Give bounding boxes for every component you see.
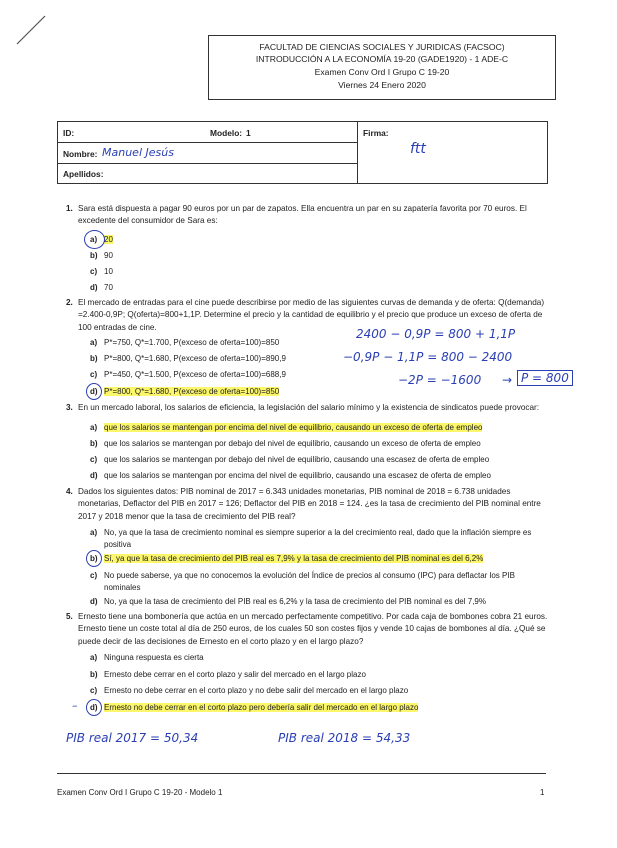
q5-option-d xyxy=(90,702,418,713)
option-text: No, ya que la tasa de crecimiento nominal es siempre superior a la del crecimiento real, dado que la inflación siempre es positiva xyxy=(104,528,532,549)
option-letter: b) xyxy=(90,439,98,448)
nombre-label: Nombre: xyxy=(63,149,98,159)
option-letter: b) xyxy=(90,554,98,563)
pen-slash-mark xyxy=(15,14,47,46)
option-letter: a) xyxy=(90,423,98,432)
option-letter: a) xyxy=(90,338,98,347)
option-letter: c) xyxy=(90,686,98,695)
option-letter: a) xyxy=(90,653,98,662)
option-letter: b) xyxy=(90,251,98,260)
option-text: P*=800, Q*=1.680, P(exceso de oferta=100)=850 xyxy=(104,387,280,396)
option-letter: a) xyxy=(90,235,98,244)
option-letter: c) xyxy=(90,370,98,379)
question-5 xyxy=(66,611,548,648)
answer-circle xyxy=(86,699,102,716)
footer-text: Examen Conv Ord I Grupo C 19-20 - Modelo 1 xyxy=(57,788,223,797)
option-text: P*=800, Q*=1.680, P(exceso de oferta=100)=890,9 xyxy=(104,354,286,363)
footer-divider xyxy=(57,773,546,774)
q1-option-b xyxy=(90,250,113,261)
apellidos-label: Apellidos: xyxy=(63,169,104,179)
q2-option-a xyxy=(90,337,279,348)
q1-option-d xyxy=(90,282,113,293)
nombre-handwritten: Manuel Jesús xyxy=(102,146,174,159)
option-text: 10 xyxy=(104,267,113,276)
question-3 xyxy=(66,402,548,414)
option-letter: d) xyxy=(90,387,98,396)
exam-header xyxy=(208,35,556,100)
divider xyxy=(58,163,357,164)
option-letter: c) xyxy=(90,455,98,464)
handwritten-work-line-1: 2400 − 0,9P = 800 + 1,1P xyxy=(356,327,516,341)
option-letter: c) xyxy=(90,267,98,276)
student-info-box xyxy=(57,121,548,184)
divider xyxy=(58,142,357,143)
option-letter: d) xyxy=(90,283,98,292)
question-number: 4. xyxy=(66,487,73,496)
answer-circle xyxy=(86,383,102,400)
option-letter: d) xyxy=(90,703,98,712)
q3-option-b xyxy=(90,438,481,449)
id-label: ID: xyxy=(63,128,75,138)
page-number: 1 xyxy=(540,788,545,797)
modelo-label: Modelo: xyxy=(210,128,243,138)
q4-option-d xyxy=(90,596,486,607)
option-letter: b) xyxy=(90,354,98,363)
modelo-value: 1 xyxy=(246,128,251,138)
option-text: P*=450, Q*=1.500, P(exceso de oferta=100)=688,9 xyxy=(104,370,286,379)
question-stem: En un mercado laboral, los salarios de eficiencia, la legislación del salario mínimo y la existencia de sindicatos puede provocar: xyxy=(78,403,540,412)
q2-option-d xyxy=(90,386,279,397)
option-letter: d) xyxy=(90,597,98,606)
question-stem: El mercado de entradas para el cine puede describirse por medio de las siguientes curvas de demanda y de oferta: Q(demanda) =2.400-0,9P; Q(oferta)=800+1,1P. Determine el precio y la cantidad de equilibrio y el precio que produce un exceso de oferta de 100 entradas de cine. xyxy=(78,298,545,332)
exam-date: Viernes 24 Enero 2020 xyxy=(338,80,426,90)
handwritten-pib-2017: PIB real 2017 = 50,34 xyxy=(66,731,199,745)
q5-option-c xyxy=(90,685,408,696)
question-1 xyxy=(66,203,548,228)
option-text: que los salarios se mantengan por debajo del nivel de equilibrio, causando una escasez de oferta de empleo xyxy=(104,455,490,464)
option-text: P*=750, Q*=1.700, P(exceso de oferta=100)=850 xyxy=(104,338,280,347)
option-text: Sí, ya que la tasa de crecimiento del PIB real es 7,9% y la tasa de crecimiento del PIB nominal es del 6,2% xyxy=(104,554,484,563)
question-stem: Ernesto tiene una bombonería que actúa en un mercado perfectamente competitivo. Por cada caja de bombones cobra 21 euros. Ernesto tiene un coste total al día de 250 euros, de los cuales 50 son costes fijos y vende 10 cajas de bombones al día. ¿Qué se puede decir de las decisiones de Ernesto en el corto plazo y en el largo plazo? xyxy=(78,612,548,646)
question-number: 3. xyxy=(66,403,73,412)
option-text: Ernesto debe cerrar en el corto plazo y salir del mercado en el largo plazo xyxy=(104,670,366,679)
option-text: 90 xyxy=(104,251,113,260)
q5-option-b xyxy=(90,669,366,680)
q2-option-b xyxy=(90,353,286,364)
exam-title: Examen Conv Ord I Grupo C 19-20 xyxy=(314,67,450,77)
option-text: 20 xyxy=(104,235,113,244)
q3-option-a xyxy=(90,422,482,433)
q1-option-c xyxy=(90,266,113,277)
option-text: No puede saberse, ya que no conocemos la evolución del Índice de precios al consumo (IPC) para deflactar los PIB nominales xyxy=(104,571,515,592)
option-text: Ernesto no debe cerrar en el corto plazo pero debería salir del mercado en el largo plazo xyxy=(104,703,419,712)
q4-option-a xyxy=(90,527,546,551)
divider xyxy=(357,122,358,183)
q4-option-c xyxy=(90,570,546,594)
option-text: que los salarios se mantengan por debajo del nivel de equilibrio, causando un exceso de oferta de empleo xyxy=(104,439,481,448)
question-stem: Sara está dispuesta a pagar 90 euros por un par de zapatos. Ella encuentra un par en su zapatería favorita por 70 euros. El excedente del consumidor de Sara es: xyxy=(78,204,527,226)
signature: ftt xyxy=(410,141,426,157)
q5-option-a xyxy=(90,652,204,663)
faculty-title: FACULTAD DE CIENCIAS SOCIALES Y JURIDICAS (FACSOC) xyxy=(259,42,505,52)
option-letter: d) xyxy=(90,471,98,480)
option-text: Ninguna respuesta es cierta xyxy=(104,653,204,662)
handwritten-work-line-3: −2P = −1600 xyxy=(398,373,482,387)
option-text: No, ya que la tasa de crecimiento del PIB real es 6,2% y la tasa de crecimiento del PIB nominal es del 7,9% xyxy=(104,597,486,606)
option-text: Ernesto no debe cerrar en el corto plazo y no debe salir del mercado en el largo plazo xyxy=(104,686,409,695)
q4-option-b xyxy=(90,553,483,564)
q3-option-c xyxy=(90,454,489,465)
option-text: que los salarios se mantengan por encima del nivel de equilibrio, causando un exceso de oferta de empleo xyxy=(104,423,483,432)
dash-mark: – xyxy=(72,699,78,712)
question-number: 2. xyxy=(66,298,73,307)
option-letter: c) xyxy=(90,571,98,580)
option-text: que los salarios se mantengan por encima del nivel de equilibrio, causando una escasez de oferta de empleo xyxy=(104,471,491,480)
handwritten-result-box: P = 800 xyxy=(517,370,573,386)
handwritten-work-line-2: −0,9P − 1,1P = 800 − 2400 xyxy=(343,350,513,364)
question-stem: Dados los siguientes datos: PIB nominal de 2017 = 6.343 unidades monetarias, PIB nominal de 2018 = 6.738 unidades monetarias, Deflactor del PIB en 2017 = 126; Deflactor del PIB en 2018 = 124. ¿es la tasa de crecimiento del PIB nominal entre 2017 y 2018 menor que la tasa de crecimiento del PIB real? xyxy=(78,487,541,521)
arrow-mark: → xyxy=(502,373,513,387)
q3-option-d xyxy=(90,470,491,481)
option-letter: a) xyxy=(90,528,98,537)
answer-circle xyxy=(86,550,102,567)
firma-label: Firma: xyxy=(363,128,389,138)
handwritten-pib-2018: PIB real 2018 = 54,33 xyxy=(278,731,411,745)
question-4 xyxy=(66,486,548,523)
question-number: 1. xyxy=(66,204,73,213)
question-number: 5. xyxy=(66,612,73,621)
course-title: INTRODUCCIÓN A LA ECONOMÍA 19-20 (GADE1920) - 1 ADE-C xyxy=(255,54,509,64)
q2-option-c xyxy=(90,369,286,380)
option-text: 70 xyxy=(104,283,113,292)
option-letter: b) xyxy=(90,670,98,679)
answer-circle xyxy=(84,230,105,249)
